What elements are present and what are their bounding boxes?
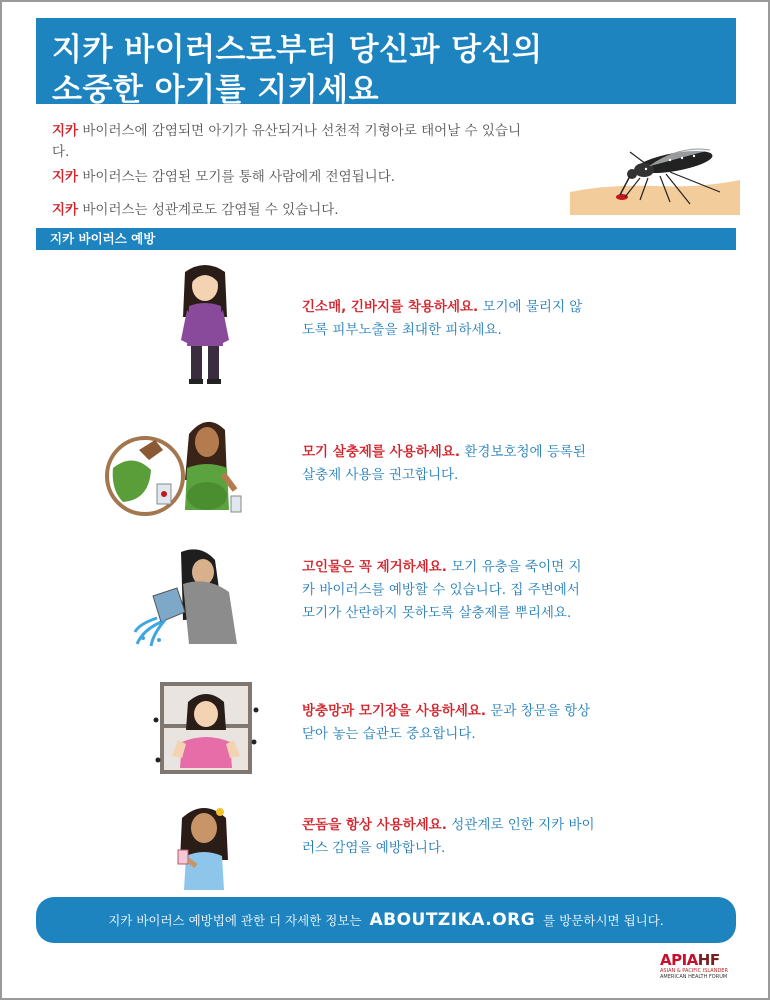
page-title-line-1: 지카 바이러스로부터 당신과 당신의 — [52, 32, 543, 68]
apiahf-logo — [660, 951, 740, 985]
tip-text: 모기 유충을 죽이면 지카 바이러스를 예방할 수 있습니다. 집 주변에서 모기가 산란하지 못하도록 살충제를 뿌리세요. — [302, 559, 582, 621]
tip-text: 환경보호청에 등록된 살충제 사용을 권고합니다. — [302, 444, 586, 483]
tip-text: 모기에 물리지 않도록 피부노출을 최대한 피하세요. — [302, 299, 583, 338]
window-screen-icon — [152, 680, 260, 776]
logo-wordmark-b: HF — [697, 951, 720, 969]
fact-highlight: 지카 — [52, 202, 79, 218]
tip-item — [302, 441, 602, 487]
insect-repellent-icon — [103, 410, 253, 520]
tip-item — [302, 556, 592, 625]
fact-text: 바이러스에 감염되면 아기가 유산되거나 선천적 기형아로 태어날 수 있습니다. — [52, 123, 521, 160]
tip-text: 문과 창문을 항상 닫아 놓는 습관도 중요합니다. — [302, 703, 591, 742]
website-link[interactable]: ABOUTZIKA.ORG — [369, 910, 536, 930]
fact-highlight: 지카 — [52, 169, 79, 185]
logo-wordmark-a: APIA — [660, 951, 698, 969]
long-sleeves-person-icon — [175, 262, 235, 386]
logo-subtitle-2: AMERICAN HEALTH FORUM — [660, 974, 728, 980]
tip-highlight: 고인물은 꼭 제거하세요. — [302, 559, 447, 575]
mosquito-icon — [570, 140, 740, 215]
fact-item — [52, 167, 532, 188]
section-header: 지카 바이러스 예방 — [36, 228, 736, 250]
tip-highlight: 콘돔을 항상 사용하세요. — [302, 817, 447, 833]
footer-text-after: 를 방문하시면 됩니다. — [543, 913, 664, 928]
tip-highlight: 방충망과 모기장을 사용하세요. — [302, 703, 487, 719]
fact-text: 바이러스는 성관계로도 감염될 수 있습니다. — [78, 202, 339, 218]
tip-highlight: 긴소매, 긴바지를 착용하세요. — [302, 299, 479, 315]
footer-banner — [36, 897, 736, 943]
fact-text: 바이러스는 감염된 모기를 통해 사람에게 전염됩니다. — [78, 169, 396, 185]
title-banner — [36, 18, 736, 108]
tip-text: 성관계로 인한 지카 바이러스 감염을 예방합니다. — [302, 817, 595, 856]
logo-wordmark — [660, 951, 720, 969]
fact-highlight: 지카 — [52, 123, 79, 139]
fact-item — [52, 200, 532, 221]
page-title-line-2: 소중한 아기를 지키세요 — [52, 72, 380, 108]
tip-item — [302, 296, 592, 342]
tip-item — [302, 814, 602, 860]
tip-item — [302, 700, 602, 746]
logo-subtitle-1: ASIAN & PACIFIC ISLANDER — [660, 968, 728, 974]
condom-person-icon — [176, 800, 232, 890]
fact-item — [52, 121, 522, 163]
footer-text-before: 지카 바이러스 예방법에 관한 더 자세한 정보는 — [108, 913, 362, 928]
empty-water-bucket-icon — [133, 548, 245, 648]
tip-highlight: 모기 살충제를 사용하세요. — [302, 444, 460, 460]
